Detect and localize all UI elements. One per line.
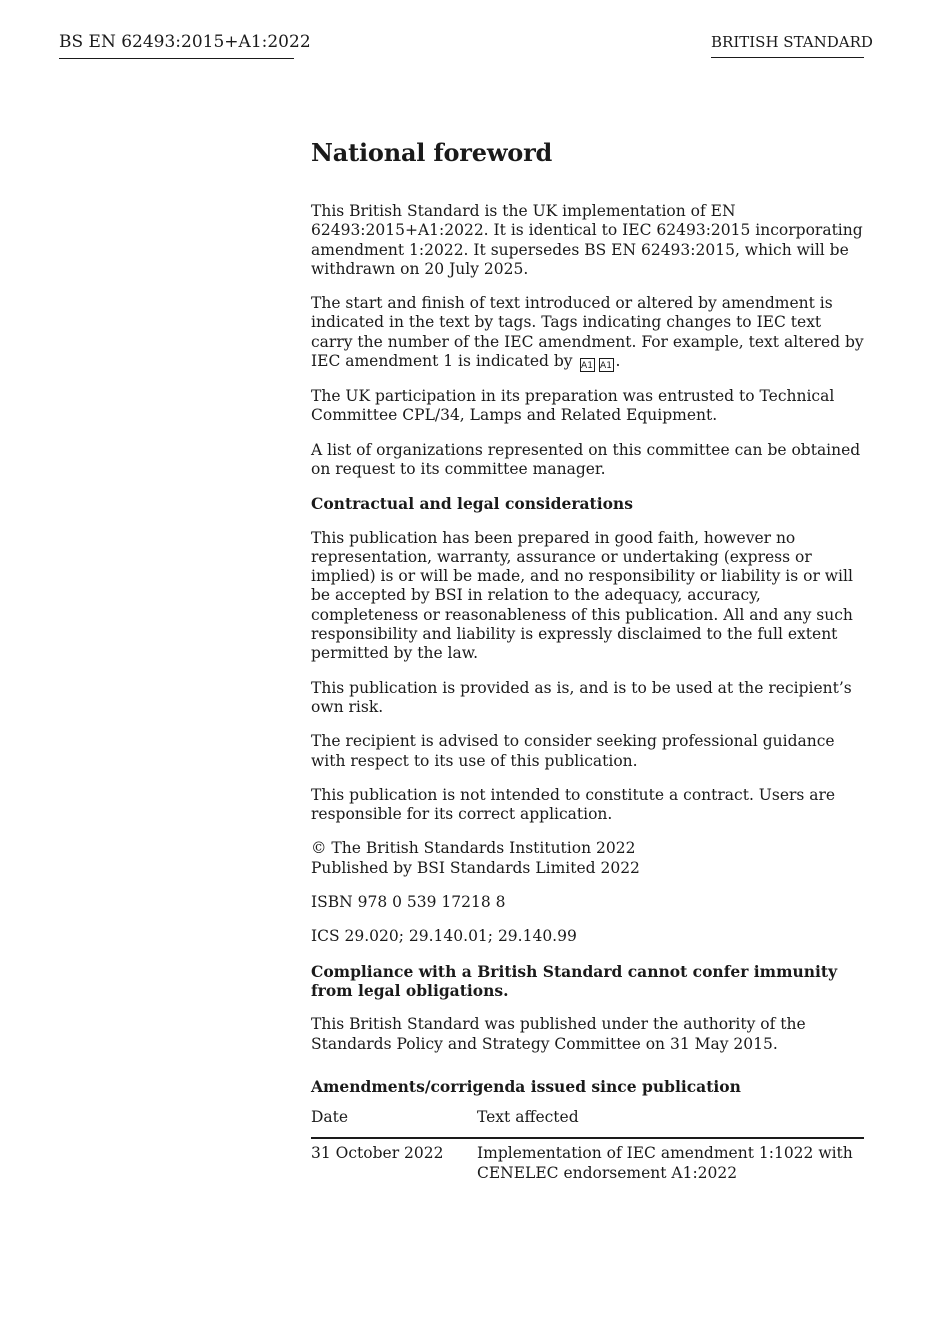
ics-codes: ICS 29.020; 29.140.01; 29.140.99	[311, 927, 577, 946]
table-row	[311, 1138, 864, 1183]
page-title: National foreword	[311, 138, 553, 167]
paragraph-amendment-tags	[311, 294, 864, 372]
paragraph-copyright	[311, 839, 864, 878]
amendments-table-title: Amendments/corrigenda issued since publication	[311, 1076, 741, 1096]
amendment-open-tag-icon: A1	[580, 358, 595, 372]
paragraph-own-risk: This publication is provided as is, and is to be used at the recipient’s own risk.	[311, 678, 852, 716]
paragraph-guidance: The recipient is advised to consider seeking professional guidance with respect to its use of this publication.	[311, 732, 835, 770]
amendment-text-affected: Implementation of IEC amendment 1:1022 with CENELEC endorsement A1:2022	[477, 1144, 853, 1182]
paragraph-contract: This publication is not intended to constitute a contract. Users are responsible for its correct application.	[311, 785, 836, 824]
column-header-text-affected: Text affected	[477, 1104, 864, 1138]
amendments-table	[311, 1104, 864, 1183]
paragraph-organizations: A list of organizations represented on this committee can be obtained on request to its committee manager.	[311, 440, 861, 478]
paragraph-good-faith: This publication has been prepared in good faith, however no representation, warranty, assurance or undertaking (express or implied) is or will be made, and no responsibility or liability is or will be accepted by BSI in relation to the adequacy, accuracy, completeness or reasonableness of this publication. All and any such responsibility and liability is expressly disclaimed to the full extent permitted by the law.	[311, 528, 853, 663]
compliance-statement: Compliance with a British Standard cannot confer immunity from legal obligations.	[311, 961, 838, 1000]
column-header-date: Date	[311, 1104, 477, 1138]
document-id: BS EN 62493:2015+A1:2022	[59, 30, 294, 59]
copyright-line: © The British Standards Institution 2022	[311, 839, 636, 858]
main-content	[311, 137, 864, 1183]
amendment-tags-end: .	[615, 352, 621, 371]
paragraph-authority: This British Standard was published under the authority of the Standards Policy and Strategy Committee on 31 May 2015.	[311, 1015, 806, 1053]
paragraph-implementation: This British Standard is the UK implementation of EN 62493:2015+A1:2022. It is identical to IEC 62493:2015 incorporating amendment 1:2022. It supersedes BS EN 62493:2015, which will be withdrawn on 20 July 2025.	[311, 202, 863, 278]
standard-label: BRITISH STANDARD	[711, 31, 864, 58]
heading-contractual: Contractual and legal considerations	[311, 494, 633, 514]
amendment-date: 31 October 2022	[311, 1144, 444, 1163]
amendment-close-tag-icon: A1	[599, 358, 614, 372]
table-header-row	[311, 1104, 864, 1138]
paragraph-committee: The UK participation in its preparation was entrusted to Technical Committee CPL/34, Lamps and Related Equipment.	[311, 387, 835, 425]
amendment-tags-text: The start and finish of text introduced or altered by amendment is indicated in the text by tags. Tags indicating changes to IEC text carry the number of the IEC amendment. For example, text altered by IEC amendment 1 is indicated by	[311, 294, 864, 371]
publisher-line: Published by BSI Standards Limited 2022	[311, 858, 640, 877]
isbn: ISBN 978 0 539 17218 8	[311, 893, 506, 912]
